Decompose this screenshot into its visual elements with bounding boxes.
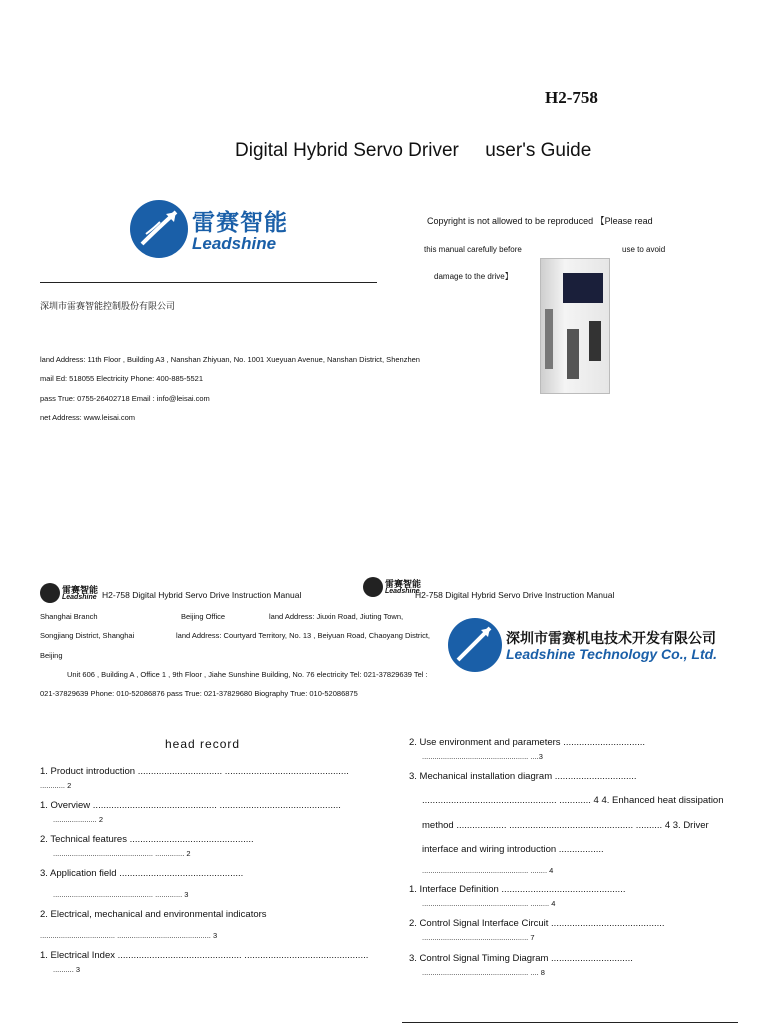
logo-emblem-icon	[448, 618, 502, 672]
toc-entry: 2. Use environment and parameters ...............................	[409, 737, 646, 748]
cover-divider	[40, 282, 377, 283]
shanghai-branch: Shanghai Branch	[40, 612, 98, 621]
toc-entry-page: .......... 3	[53, 965, 81, 974]
shanghai-district-line: Songjiang District, Shanghai	[40, 631, 135, 640]
copyright-line-2a: this manual carefully before	[424, 245, 522, 254]
header-logo-left	[40, 583, 100, 605]
fax-email-line: pass True: 0755-26402718 Email : info@leisai.com	[40, 394, 210, 403]
toc-entry: ................................................... ............ 4 4. Enhanced heat dissipation	[422, 795, 724, 806]
toc-entry: interface and wiring introduction .................	[422, 844, 604, 855]
driver-connector	[589, 321, 601, 361]
logo-cn-text: 雷赛智能	[385, 579, 422, 589]
logo-en-text: Leadshine	[62, 594, 97, 601]
address-line: land Address: 11th Floor , Building A3 , Nanshan Zhiyuan, No. 1001 Xueyuan Avenue, Nanshan District, Shenzhen	[40, 355, 420, 364]
driver-display-panel	[563, 273, 603, 303]
header-logo-right	[363, 577, 423, 599]
manual-title: Digital Hybrid Servo Driver user's Guide	[235, 140, 592, 161]
logo-cn-text: 雷赛智能	[192, 209, 288, 235]
logo-cn-text: 雷赛智能	[62, 585, 99, 595]
bottom-divider	[402, 1022, 738, 1023]
copyright-line-3: damage to the drive】	[434, 272, 513, 281]
header-right-title: H2-758 Digital Hybrid Servo Drive Instruction Manual	[415, 590, 615, 600]
postcode-line: mail Ed: 518055 Electricity Phone: 400-885-5521	[40, 374, 204, 383]
toc-entry: 2. Control Signal Interface Circuit ...........................................	[409, 918, 665, 929]
logo-en-text: Leadshine	[385, 588, 420, 595]
logo-emblem-icon	[363, 577, 383, 597]
wide-logo-en: Leadshine Technology Co., Ltd.	[506, 646, 718, 662]
toc-entry: 3. Application field ...............................................	[40, 868, 244, 879]
toc-entry-page: ................................................ .............. 2	[53, 849, 191, 858]
logo-emblem-icon	[40, 583, 60, 603]
toc-entry-page: ................................................... ......... 4	[422, 899, 556, 908]
wide-logo-cn: 深圳市雷赛机电技术开发有限公司	[506, 630, 716, 646]
model-number: H2-758	[545, 88, 598, 107]
toc-entry: method ................... ............................................... .......... 4 3. Driver	[422, 820, 709, 831]
toc-entry-page: .................................... ............................................. 3	[40, 931, 218, 940]
toc-entry-page: ................................................... ........ 4	[422, 866, 554, 875]
phone-line: 021-37829639 Phone: 010-52086876 pass True: 021-37829680 Biography True: 010-52086875	[40, 689, 358, 698]
company-name-cn: 深圳市雷赛智能控制股份有限公司	[40, 301, 176, 311]
shanghai-address-line: land Address: Jiuxin Road, Jiuting Town,	[269, 612, 404, 621]
driver-heatsink	[545, 309, 553, 369]
toc-entry: 2. Technical features ...............................................	[40, 834, 254, 845]
toc-entry-page: ................................................... .... 8	[422, 968, 545, 977]
toc-entry: 1. Electrical Index ............................................... ...............................................	[40, 950, 369, 961]
driver-terminal	[567, 329, 579, 379]
website-line: net Address: www.leisai.com	[40, 413, 136, 422]
toc-entry-page: ................................................... ....3	[422, 752, 543, 761]
servo-driver-image	[540, 258, 610, 394]
toc-entry-page: ................................................ ............. 3	[53, 890, 189, 899]
toc-entry: 3. Control Signal Timing Diagram ...............................	[409, 953, 633, 964]
toc-entry: 1. Product introduction ................................ ...............................................	[40, 766, 349, 777]
leadshine-technology-logo	[448, 618, 718, 676]
toc-entry: 2. Electrical, mechanical and environmental indicators	[40, 909, 267, 920]
building-line: Unit 606 , Building A , Office 1 , 9th Floor , Jiahe Sunshine Building, No. 76 electricity Tel: 021-37829639 Tel :	[67, 670, 428, 679]
toc-heading: head record	[165, 737, 241, 751]
toc-entry-page: ..................... 2	[53, 815, 104, 824]
beijing-address-line: land Address: Courtyard Territory, No. 13 , Beiyuan Road, Chaoyang District,	[176, 631, 431, 640]
header-left-title: H2-758 Digital Hybrid Servo Drive Instruction Manual	[102, 590, 302, 600]
logo-en-text: Leadshine	[192, 234, 277, 253]
leadshine-logo	[130, 200, 290, 262]
toc-entry: 1. Overview ............................................... ..............................................	[40, 800, 341, 811]
beijing-line: Beijing	[40, 651, 63, 660]
toc-entry: 3. Mechanical installation diagram ...............................	[409, 771, 637, 782]
copyright-line-2b: use to avoid	[622, 245, 666, 254]
beijing-office: Beijing Office	[181, 612, 226, 621]
toc-entry-page: ................................................... 7	[422, 933, 535, 942]
copyright-line-1: Copyright is not allowed to be reproduced 【Please read	[427, 216, 653, 226]
logo-emblem-icon	[130, 200, 188, 258]
toc-entry: 1. Interface Definition ...............................................	[409, 884, 626, 895]
toc-entry-page: ............ 2	[40, 781, 72, 790]
